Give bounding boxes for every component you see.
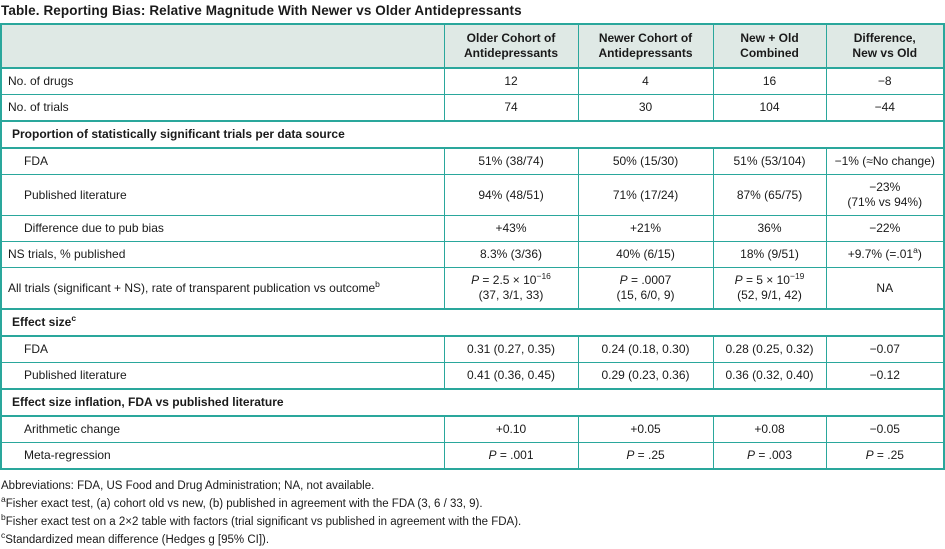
data-cell: −0.12 — [826, 363, 944, 390]
header-empty-cell — [1, 24, 444, 68]
data-cell: 36% — [713, 216, 826, 242]
data-cell: −1% (≈No change) — [826, 148, 944, 175]
section-label: Effect size$^c$ — [1, 309, 944, 336]
table-row — [1, 95, 944, 122]
data-cell: −23% (71% vs 94%) — [826, 175, 944, 216]
data-cell: $P = 2.5 \times 10^{-16}$ (37, 3/1, 33) — [444, 268, 578, 310]
row-label: NS trials, % published — [1, 242, 444, 268]
column-header: Difference, New vs Old — [826, 24, 944, 68]
section-label: Effect size inflation, FDA vs published literature — [1, 389, 944, 416]
table-row — [1, 416, 944, 443]
data-cell: P = .0007 (15, 6/0, 9) — [578, 268, 713, 310]
data-cell: 12 — [444, 68, 578, 95]
row-label: Meta-regression — [1, 443, 444, 470]
table-body — [1, 68, 944, 469]
data-cell: $P = 5 \times 10^{-19}$ (52, 9/1, 42) — [713, 268, 826, 310]
column-header: New + Old Combined — [713, 24, 826, 68]
data-cell: 71% (17/24) — [578, 175, 713, 216]
header-row — [1, 24, 944, 68]
data-cell: 30 — [578, 95, 713, 122]
data-cell: 0.24 (0.18, 0.30) — [578, 336, 713, 363]
table-row — [1, 268, 944, 310]
data-cell: 0.36 (0.32, 0.40) — [713, 363, 826, 390]
row-label: Published literature — [1, 363, 444, 390]
row-label: Published literature — [1, 175, 444, 216]
data-cell: 16 — [713, 68, 826, 95]
table-row — [1, 148, 944, 175]
data-cell: 0.28 (0.25, 0.32) — [713, 336, 826, 363]
data-cell: −0.05 — [826, 416, 944, 443]
row-label: FDA — [1, 148, 444, 175]
data-cell: +21% — [578, 216, 713, 242]
section-row — [1, 389, 944, 416]
table-row — [1, 216, 944, 242]
table-row — [1, 175, 944, 216]
data-cell: P = .25 — [578, 443, 713, 470]
data-cell: 104 — [713, 95, 826, 122]
row-label: No. of trials — [1, 95, 444, 122]
data-cell: 8.3% (3/36) — [444, 242, 578, 268]
row-label: All trials (significant + NS), rate of transparent publication vs outcome$^b$ — [1, 268, 444, 310]
footnote-line: $^c$Standardized mean difference (Hedges g [95% CI]). — [1, 530, 270, 546]
table-row — [1, 68, 944, 95]
data-cell: 0.31 (0.27, 0.35) — [444, 336, 578, 363]
footnotes — [0, 477, 944, 549]
data-cell: +0.08 — [713, 416, 826, 443]
data-cell: NA — [826, 268, 944, 310]
data-cell: 40% (6/15) — [578, 242, 713, 268]
section-row — [1, 309, 944, 336]
footnote-line: $^b$Fisher exact test on a 2×2 table with factors (trial significant vs published in agreement with the FDA). — [1, 512, 522, 528]
data-cell: −0.07 — [826, 336, 944, 363]
data-cell: +43% — [444, 216, 578, 242]
table-row — [1, 443, 944, 470]
data-cell: 0.41 (0.36, 0.45) — [444, 363, 578, 390]
data-cell: 18% (9/51) — [713, 242, 826, 268]
data-cell: +0.05 — [578, 416, 713, 443]
data-cell: −8 — [826, 68, 944, 95]
data-cell: 0.29 (0.23, 0.36) — [578, 363, 713, 390]
data-cell: P = .25 — [826, 443, 944, 470]
row-label: Difference due to pub bias — [1, 216, 444, 242]
table-row — [1, 242, 944, 268]
row-label: FDA — [1, 336, 444, 363]
data-cell: P = .003 — [713, 443, 826, 470]
row-label: No. of drugs — [1, 68, 444, 95]
table-row — [1, 336, 944, 363]
data-cell: 4 — [578, 68, 713, 95]
data-cell: +9.7% (=.01$^a$) — [826, 242, 944, 268]
data-cell: +0.10 — [444, 416, 578, 443]
data-cell: 94% (48/51) — [444, 175, 578, 216]
table-title: Table. Reporting Bias: Relative Magnitude With Newer vs Older Antidepressants — [1, 3, 522, 18]
data-cell: −44 — [826, 95, 944, 122]
data-cell: 50% (15/30) — [578, 148, 713, 175]
column-header: Newer Cohort of Antidepressants — [578, 24, 713, 68]
column-header: Older Cohort of Antidepressants — [444, 24, 578, 68]
reporting-bias-table — [0, 23, 945, 470]
data-cell: 51% (38/74) — [444, 148, 578, 175]
footnote-line: Abbreviations: FDA, US Food and Drug Administration; NA, not available. — [1, 480, 375, 492]
table-row — [1, 363, 944, 390]
table-header — [1, 24, 944, 68]
footnote-line: $^a$Fisher exact test, (a) cohort old vs new, (b) published in agreement with the FDA (3, 6 / 33, 9). — [1, 494, 483, 510]
data-cell: P = .001 — [444, 443, 578, 470]
row-label: Arithmetic change — [1, 416, 444, 443]
data-cell: 74 — [444, 95, 578, 122]
section-row — [1, 121, 944, 148]
data-cell: −22% — [826, 216, 944, 242]
section-label: Proportion of statistically significant trials per data source — [1, 121, 944, 148]
data-cell: 51% (53/104) — [713, 148, 826, 175]
data-cell: 87% (65/75) — [713, 175, 826, 216]
